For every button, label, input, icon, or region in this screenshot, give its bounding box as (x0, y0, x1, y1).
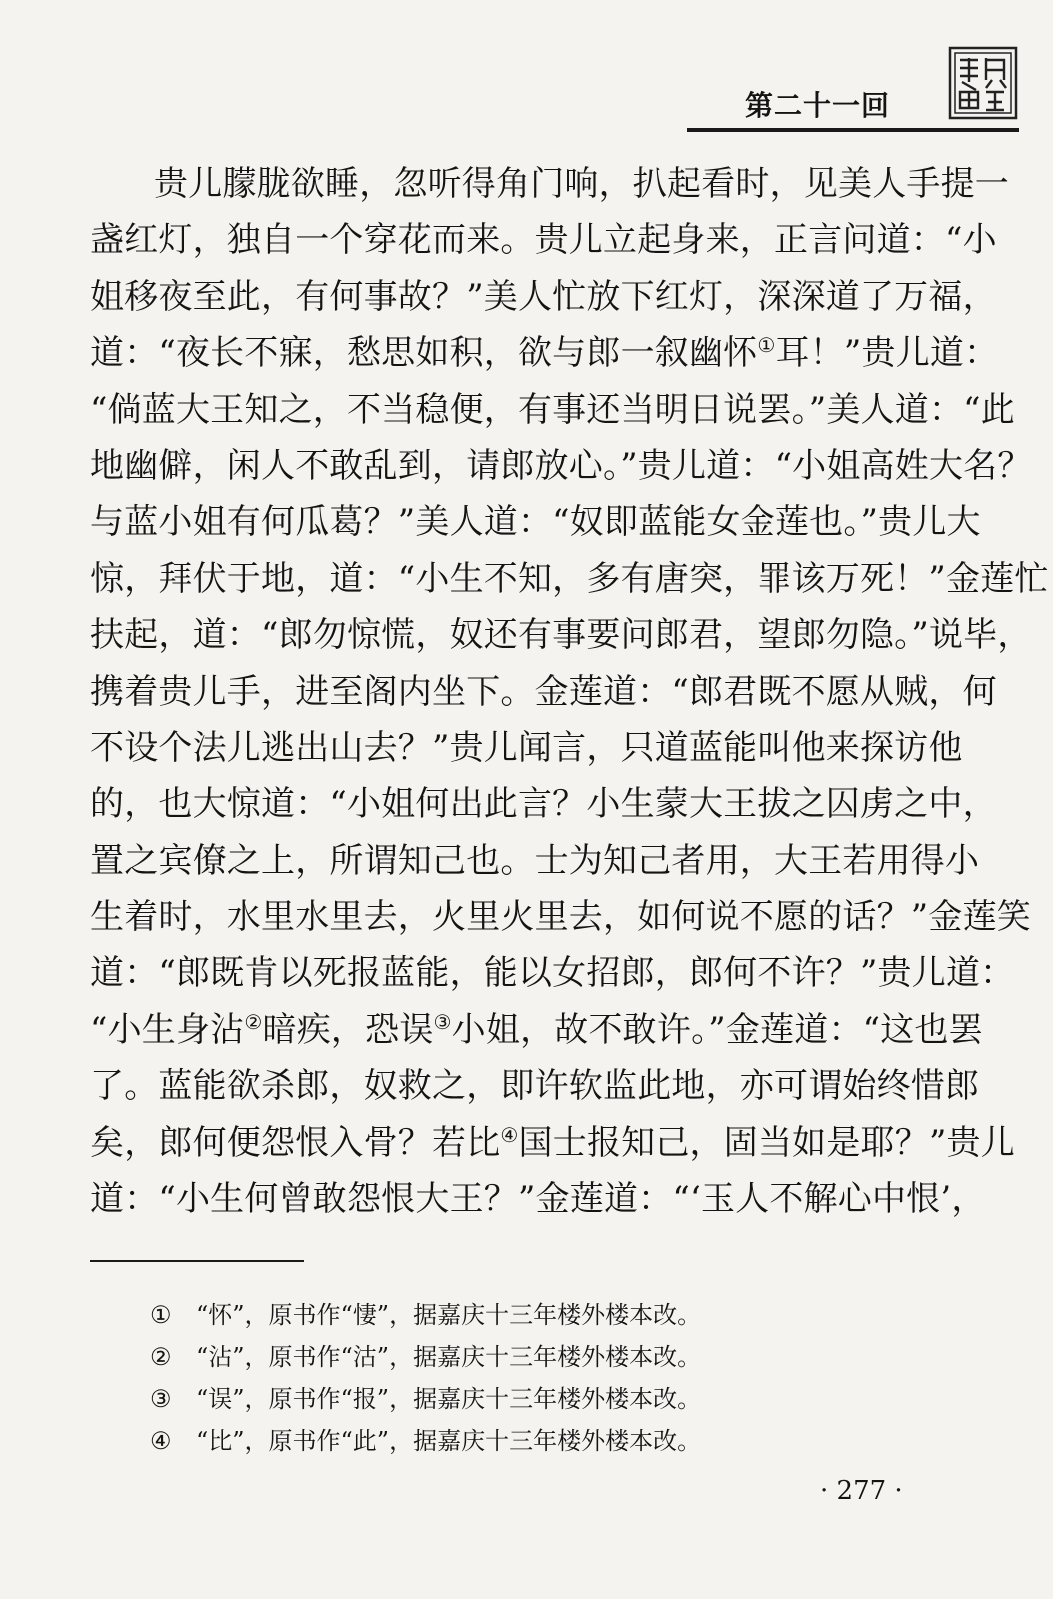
footnote-ref: ④ (500, 1122, 519, 1147)
text-line: 携着贵儿手，进至阁内坐下。金莲道：“郎君既不愿从贼，何 (90, 671, 997, 712)
text-line: 地幽僻，闲人不敢乱到，请郎放心。”贵儿道：“小姐高姓大名？ (90, 445, 1032, 486)
text-line: 生着时，水里水里去，火里火里去，如何说不愿的话？”金莲笑 (90, 897, 1031, 938)
footnote-text: “比”，原书作“此”，据嘉庆十三年楼外楼本改。 (196, 1427, 702, 1455)
page-number: · 277 · (820, 1476, 903, 1506)
footnote-item (150, 1378, 930, 1420)
text-line: “倘蓝大王知之，不当稳便，有事还当明日说罢。”美人道：“此 (90, 389, 1015, 430)
header-rule (687, 128, 1019, 132)
text-segment: 小姐，故不敢许。”金莲道：“这也罢 (451, 1009, 983, 1050)
footnote-text: “误”，原书作“报”，据嘉庆十三年楼外楼本改。 (196, 1385, 702, 1413)
text-line: 道：“郎既肯以死报蓝能，能以女招郎，郎何不许？”贵儿道： (90, 953, 1015, 994)
footnote-ref: ② (244, 1009, 263, 1034)
footnote-mark: ③ (150, 1385, 172, 1413)
text-line: 惊，拜伏于地，道：“小生不知，多有唐突，罪该万死！”金莲忙 (90, 558, 1049, 599)
text-line: 了。蓝能欲杀郎，奴救之，即许软监此地，亦可谓始终惜郎 (90, 1066, 980, 1107)
text-line: 道：“小生何曾敢怨恨大王？”金莲道：“‘玉人不解心中恨’， (90, 1179, 986, 1220)
text-segment: 道：“夜长不寐，愁思如积，欲与郎一叙幽怀 (90, 333, 758, 374)
seal-logo-icon (948, 46, 1018, 120)
text-segment: 耳！”贵儿道： (775, 333, 999, 374)
text-segment: “小生身沾 (90, 1009, 245, 1050)
text-line: 置之宾僚之上，所谓知己也。士为知己者用，大王若用得小 (90, 840, 980, 881)
body-text (90, 156, 1049, 1227)
text-line (90, 1002, 983, 1058)
text-line (90, 1115, 1015, 1171)
text-segment: 暗疾，恐误 (262, 1009, 434, 1050)
footnote-text: “沾”，原书作“沽”，据嘉庆十三年楼外楼本改。 (196, 1343, 702, 1371)
chapter-title: 第二十一回 (745, 89, 891, 122)
text-line: 扶起，道：“郎勿惊慌，奴还有事要问郎君，望郎勿隐。”说毕， (90, 615, 1032, 656)
text-line: 与蓝小姐有何瓜葛？”美人道：“奴即蓝能女金莲也。”贵儿大 (90, 502, 981, 543)
text-line: 盏红灯，独自一个穿花而来。贵儿立起身来，正言问道：“小 (90, 220, 997, 261)
footnote-ref: ③ (433, 1009, 452, 1034)
footnote-ref: ① (757, 333, 776, 358)
text-line: 姐移夜至此，有何事故？”美人忙放下红灯，深深道了万福， (90, 276, 997, 317)
footnote-item (150, 1336, 930, 1378)
text-line (90, 325, 999, 381)
text-line: 不设个法儿逃出山去？”贵儿闻言，只道蓝能叫他来探访他 (90, 727, 963, 768)
footnote-item (150, 1294, 930, 1336)
text-line: 贵儿朦胧欲睡，忽听得角门响，扒起看时，见美人手提一 (154, 164, 1009, 204)
text-segment: 国士报知己，固当如是耶？”贵儿 (518, 1122, 1015, 1163)
footnote-item (150, 1420, 930, 1462)
text-segment: 矣，郎何便怨恨入骨？若比 (90, 1122, 501, 1163)
footnote-text: “怀”，原书作“悽”，据嘉庆十三年楼外楼本改。 (196, 1301, 702, 1329)
footnote-mark: ① (150, 1301, 172, 1329)
footnote-rule (90, 1260, 304, 1262)
footnotes (150, 1294, 930, 1462)
footnote-mark: ② (150, 1343, 172, 1371)
text-line: 的，也大惊道：“小姐何出此言？小生蒙大王拔之囚虏之中， (90, 784, 997, 825)
footnote-mark: ④ (150, 1427, 172, 1455)
